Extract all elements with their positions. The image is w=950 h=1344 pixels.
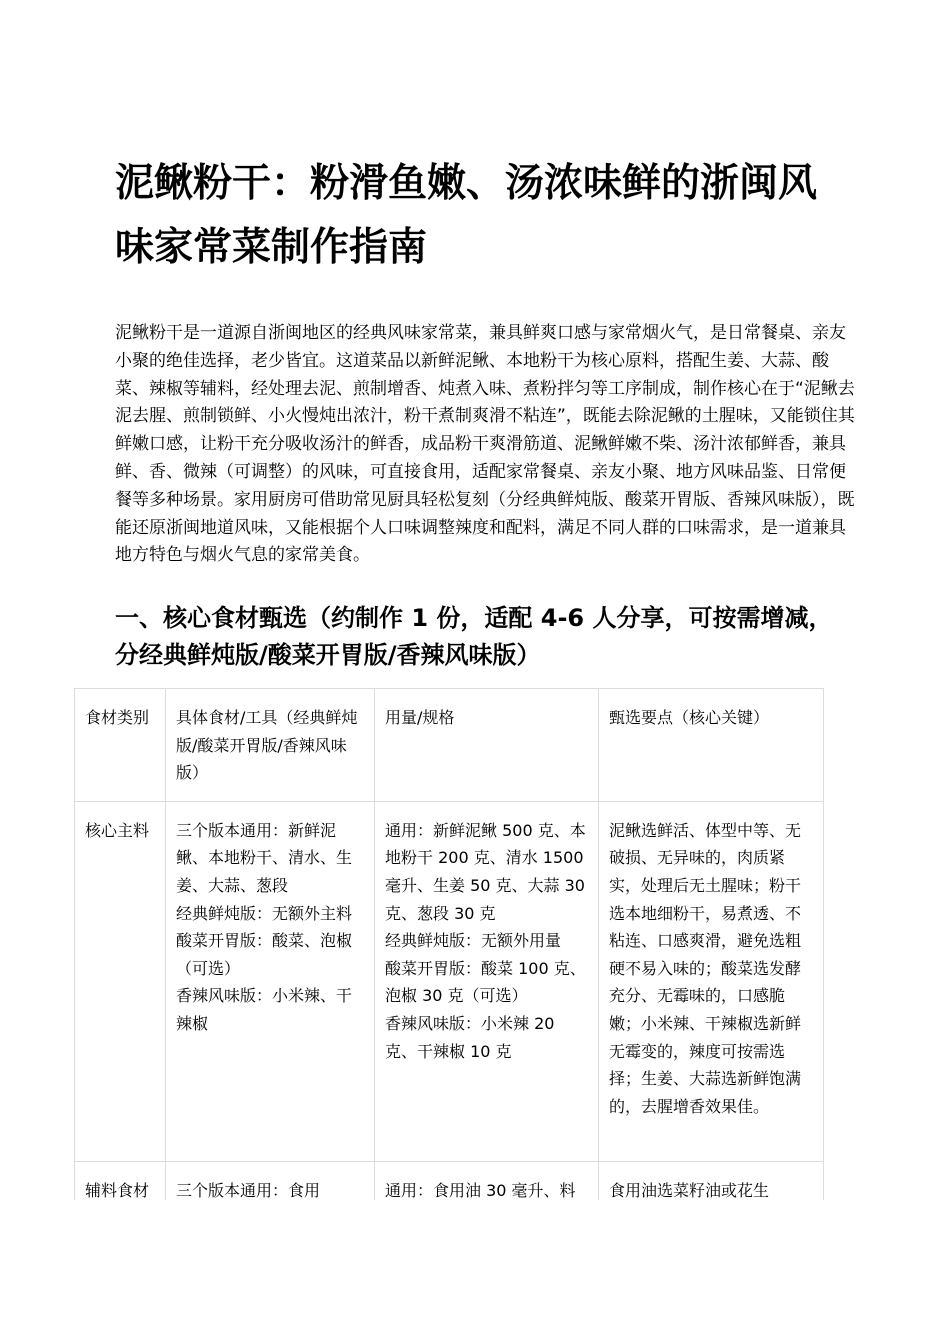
section-heading: 一、核心食材甄选（约制作 1 份，适配 4-6 人分享，可按需增减，分经典鲜炖版/酸菜开胃版/香辣风味版） [115, 604, 833, 669]
table-row [75, 801, 824, 1161]
table-row [75, 1161, 824, 1200]
header-amount: 用量/规格 [375, 689, 599, 802]
row-tips: 泥鳅选鲜活、体型中等、无破损、无异味的，肉质紧实，处理后无土腥味；粉干选本地细粉干，易煮透、不粘连、口感爽滑，避免选粗硬不易入味的；酸菜选发酵充分、无霉味的，口感脆嫩；小米辣、干辣椒选新鲜无霉变的，辣度可按需选择；生姜、大蒜选新鲜饱满的，去腥增香效果佳。 [599, 801, 824, 1161]
header-items: 具体食材/工具（经典鲜炖版/酸菜开胃版/香辣风味版） [166, 689, 375, 802]
row-amount: 通用：食用油 30 毫升、料 [375, 1161, 599, 1200]
ingredients-table-container [74, 688, 824, 1200]
row-items: 三个版本通用：新鲜泥鳅、本地粉干、清水、生姜、大蒜、葱段 经典鲜炖版：无额外主料 酸菜开胃版：酸菜、泡椒（可选） 香辣风味版：小米辣、干辣椒 [166, 801, 375, 1161]
row-items: 三个版本通用：食用 [166, 1161, 375, 1200]
page-title: 泥鳅粉干：粉滑鱼嫩、汤浓味鲜的浙闽风味家常菜制作指南 [115, 161, 818, 270]
ingredients-table [74, 688, 824, 1200]
table-header-row [75, 689, 824, 802]
intro-paragraph: 泥鳅粉干是一道源自浙闽地区的经典风味家常菜，兼具鲜爽口感与家常烟火气，是日常餐桌、亲友小聚的绝佳选择，老少皆宜。这道菜品以新鲜泥鳅、本地粉干为核心原料，搭配生姜、大蒜、酸菜、辣椒等辅料，经处理去泥、煎制增香、炖煮入味、煮粉拌匀等工序制成，制作核心在于“泥鳅去泥去腥、煎制锁鲜、小火慢炖出浓汁，粉干煮制爽滑不粘连”，既能去除泥鳅的土腥味，又能锁住其鲜嫩口感，让粉干充分吸收汤汁的鲜香，成品粉干爽滑筋道、泥鳅鲜嫩不柴、汤汁浓郁鲜香，兼具鲜、香、微辣（可调整）的风味，可直接食用，适配家常餐桌、亲友小聚、地方风味品鉴、日常便餐等多种场景。家用厨房可借助常见厨具轻松复刻（分经典鲜炖版、酸菜开胃版、香辣风味版），既能还原浙闽地道风味，又能根据个人口味调整辣度和配料，满足不同人群的口味需求，是一道兼具地方特色与烟火气息的家常美食。 [115, 323, 855, 566]
header-tips: 甄选要点（核心关键） [599, 689, 824, 802]
row-category: 核心主料 [75, 801, 166, 1161]
row-category: 辅料食材 [75, 1161, 166, 1200]
row-amount: 通用：新鲜泥鳅 500 克、本地粉干 200 克、清水 1500 毫升、生姜 50 克、大蒜 30 克、葱段 30 克 经典鲜炖版：无额外用量 酸菜开胃版：酸菜 100 克、泡椒 30 克（可选） 香辣风味版：小米辣 20 克、干辣椒 10 克 [375, 801, 599, 1161]
header-category: 食材类别 [75, 689, 166, 802]
row-tips: 食用油选菜籽油或花生 [599, 1161, 824, 1200]
